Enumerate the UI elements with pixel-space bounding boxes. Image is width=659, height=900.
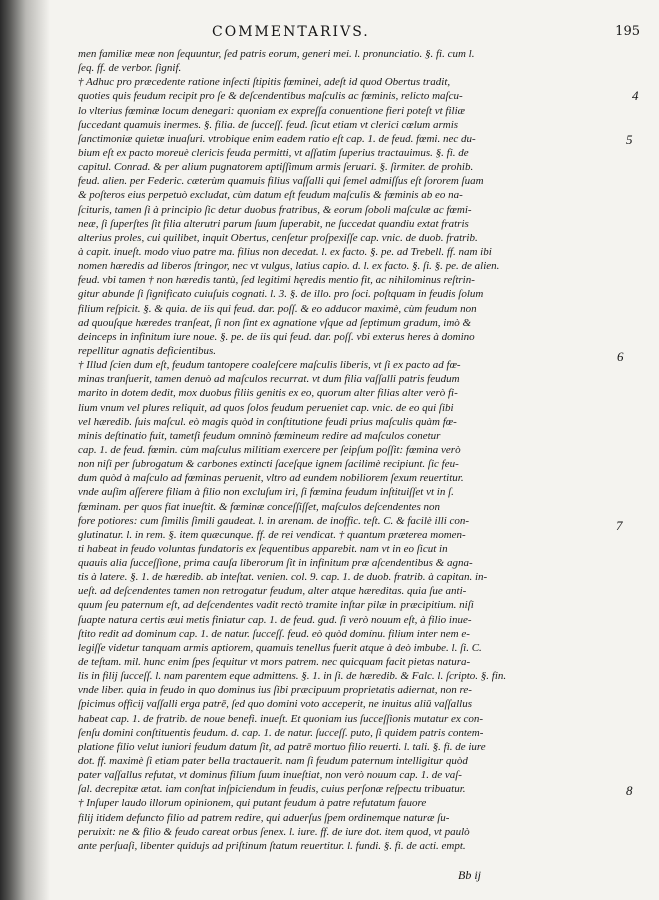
text-line: repellitur agnatis deficientibus. — [78, 344, 216, 357]
text-line: vel hæredib. ſuis maſcul. eò magis quòd in conſtitutione feudi prius maſculis quàm fœ- — [78, 415, 457, 428]
text-line: feud. alien. per Federic. cæterùm quamuis filius vaſſalli qui ſemel admiſſus eſt ſororem ſuam — [78, 175, 484, 188]
text-line: non niſi per ſubrogatum & carbones extincti ſaceſque ignem ſacilimè recipiunt. ſic feu- — [78, 458, 459, 471]
margin-number: 8 — [626, 783, 633, 798]
text-line: ueſt. ad deſcendentes tamen non retrogatur feudum, alter atque hæreditas. quia ſue anti- — [78, 585, 467, 598]
text-line: dum quòd à maſculo ad fœminas peruenit, vltro ad eundem nobiliorem ſexum reuertitur. — [78, 472, 464, 485]
text-line: de teſtam. mil. hunc enim ſpes ſequitur vt mors patrem. nec quicquam facit pietas natura- — [78, 656, 471, 669]
text-line: ſanctimoniæ quietæ inuaſuri. vtrobique enim eadem ratio eſt cap. 1. de feud. fœmi. nec du- — [78, 132, 476, 145]
text-line: peruixit: ne & filio & feudo careat orbus ſenex. l. iure. ff. de iure dot. item quod, vt paulò — [78, 825, 470, 838]
margin-number: 7 — [616, 518, 623, 533]
margin-number: 5 — [626, 132, 633, 147]
text-line: lium vnum vel plures reliquit, ad quos ſolos feudum perueniet cap. vnic. de eo qui ſibi — [78, 401, 454, 414]
text-line: ſuapte natura certis æui metis finiatur cap. 1. de feud. gud. ſi verò nouum eſt, à filio inue- — [78, 613, 472, 626]
text-line: lis in filij ſucceſſ. l. nam parentem eque admittens. §. 1. in ſi. de hæredib. & Falc. l. ſcripto. §. fin. — [78, 670, 507, 683]
text-line: vnde auſim aſſerere filiam à filio non excluſum iri, ſi fœmina feudum inſtituiſſet vt in ſ. — [78, 486, 454, 499]
text-line: habeat cap. 1. de fratrib. de noue benefi. inueſt. Et quoniam ius ſucceſſionis mutatur ex con- — [78, 712, 484, 725]
text-line: feud. vbi tamen † non hæredis tantù, ſed legitimi hęredis mentio fit, ac nihilominus reſtrin- — [78, 274, 475, 287]
text-line: dot. ff. maximè ſi etiam pater bella tractauerit. nam ſi feudum paternum intelligitur quòd — [78, 755, 468, 768]
text-line: † Illud ſcien dum eſt, feudum tantopere coaleſcere maſculis liberis, vt ſi ex pacto ad fœ- — [78, 359, 461, 372]
text-line: gitur abunde ſi ſignificato cuiuſuis cognati. l. 3. §. de illo. pro ſoci. poſtquam in feudis ſolum — [78, 288, 484, 301]
text-line: ſuccedant quamuis inermes. §. filia. de ſucceſſ. feud. ſicut etiam vt clerici cœlum armis — [78, 118, 459, 131]
text-line: ſpicimus officij vaſſalli erga patrē, ſed quo domini voto acceperit, ne inuitus aliū vaſſallus — [78, 698, 473, 711]
text-line: quauis alia ſucceſſione, prima cauſa liberorum ſit in infinitum præ aſcendentibus & agna- — [78, 557, 473, 570]
text-line: à capit. inueſt. modo viuo patre ma. filius non decedat. l. ex facto. §. pe. ad Trebell. ff. nam ibi — [78, 245, 492, 258]
text-line: capitul. Conrad. & per alium pugnatorem aptiſſimum armis ſeruari. §. ſirmiter. de prohib. — [78, 161, 474, 174]
text-line: minis deſtinatio fuit, tametſi feudum omninò fœmineum redire ad maſculos conetur — [78, 429, 441, 442]
text-line: ti habeat in feudo voluntas fundatoris ex ſequentibus apparebit. nam vt in eo ſicut in — [78, 542, 448, 555]
margin-number: 6 — [617, 349, 624, 364]
text-line: ſeq. ff. de verbor. ſignif. — [78, 62, 182, 75]
text-line: minas tranſuerit, tamen denuò ad maſculos recurrat. vt dum filia vaſſalli patris feudum — [78, 373, 460, 386]
text-line: men familiæ meæ non ſequuntur, ſed patris eorum, generi mei. l. pronunciatio. §. fi. cum l. — [78, 48, 475, 60]
text-line: filij itidem defuncto filio ad patrem redire, qui aduerſus ſpem ordinemque naturæ ſu- — [78, 811, 450, 824]
text-line: filium reſpicit. §. & quia. de iis qui feud. dar. poſſ. & eo adducor maximè, cùm feudum non — [78, 302, 477, 315]
text-line: tis à latere. §. 1. de hæredib. ab inteſtat. venien. col. 9. cap. 1. de duob. fratrib. à capitan. in- — [78, 571, 488, 584]
margin-number: 4 — [632, 88, 639, 103]
page-number: 195 — [615, 24, 640, 39]
text-line: quum ſeu paternum eſt, ad deſcendentes vadit rectò tramite inſtar pilæ in præcipitium. niſi — [78, 599, 474, 612]
binding-shadow — [0, 0, 50, 900]
page-header — [80, 22, 640, 46]
text-line: marito in dotem dedit, mox duobus filiis genitis ex eo, quorum alter filias alter verò fi- — [78, 387, 458, 400]
text-line: lo vlterius fœminæ locum denegari: quoniam ex expreſſa conuentione fieri poteſt vt filiæ — [78, 104, 465, 117]
text-line: platione filio velut iuniori feudum datum ſit, ad patrē mortuo filio reuerti. l. tali. §. fi. de iure — [78, 740, 486, 753]
text-line: † Adhuc pro præcedente ratione inſecti ſtipitis fœminei, adeſt id quod Obertus tradit, — [78, 76, 451, 89]
text-line: ſenſu domini conſtituentis feudum. d. cap. 1. de natur. ſucceſſ. puto, ſi quidem patris contem- — [78, 726, 484, 739]
text-line: fore potiores: cum ſimilis ſimili gaudeat. l. in arenam. de inoffic. teſt. C. & facilè illi con- — [78, 514, 470, 527]
text-line: ſal. decrepitæ ætat. iam conſtat inſpiciendum in feudis, cuius perſonæ reſpectu tribuatur. — [78, 783, 466, 796]
running-title: COMMENTARIVS. — [212, 24, 370, 40]
text-line: ſcituris, tamen ſi à principio ſic detur duobus fratribus, & eorum ſoboli maſculæ ac fœmi- — [78, 203, 472, 216]
text-line: bium eſt ex pacto moreuè clericis feuda permitti, vt aſſatim ſuperius tractauimus. §. fi. de — [78, 146, 469, 159]
text-line: & poſteros eius perpetuò excludat, cùm datum eſt feudum maſculis & fœminis ab eo na- — [78, 189, 463, 202]
text-line: ante perſuaſi, libenter quidujs ad priſtinum ſtatum reuertitur. l. fundi. §. fi. de acti. empt. — [78, 839, 466, 852]
signature-mark: Bb ij — [458, 868, 481, 882]
text-line: legiſſe videtur tanquam armis aptiorem, quamuis tenellus fuerit atque à deò imbube. l. ſi. C. — [78, 641, 482, 654]
main-text-block — [78, 47, 610, 853]
text-line: glutinatur. l. in rem. §. item quæcunque. ff. de rei vendicat. † quantum præterea momen- — [78, 528, 466, 541]
text-line: deinceps in infinitum iure noue. §. pe. de iis qui feud. dar. poſſ. vbi exterus heres à domino — [78, 330, 475, 343]
text-line: fœminam. per quos fiat inueſtit. & fœminæ conceſſiſſet, maſculos deſcendentes non — [78, 500, 441, 513]
text-line: ad quouſque hæredes tranſeat, ſi non ſint ex agnatione vſque ad ſeptimum gradum, imò & — [78, 316, 472, 329]
text-line: neæ, ſi ſuperſtes ſit filia alterutri parum ſuum ſuperabit, ne ſuccedat quandiu extat fratris — [78, 217, 469, 230]
text-line: vnde liber. quia in feudo in quo dominus ius ſibi præcipuum proprietatis adiernat, non re- — [78, 684, 472, 697]
text-line: ſtito redit ad dominum cap. 1. de natur. ſucceſſ. feud. eò quòd domínu. filium inter nem e- — [78, 627, 470, 640]
text-line: alterius proles, cui quilibet, inquit Obertus, cenſetur proſpexiſſe cap. vnic. de duob. fratrib. — [78, 231, 478, 244]
text-line: pater vaſſallus refutat, vt dominus filium ſuum inueſtiat, non verò nouum cap. 1. de vaſ- — [78, 769, 462, 782]
text-line: † Inſuper laudo illorum opinionem, qui putant feudum à patre refutatum fauore — [78, 797, 427, 810]
text-line: nomen hæredis ad liberos ſtringor, nec vt vulgus, latius capio. d. l. ex facto. §. ſi. §. pe. de alien. — [78, 260, 500, 273]
text-line: quoties quis feudum recipit pro ſe & deſcendentibus maſculis ac fœminis, relicto maſcu- — [78, 90, 463, 103]
text-line: cap. 1. de feud. fœmin. cùm maſculus militiam exercere per ſeipſum poſſit: fœmina verò — [78, 443, 461, 456]
